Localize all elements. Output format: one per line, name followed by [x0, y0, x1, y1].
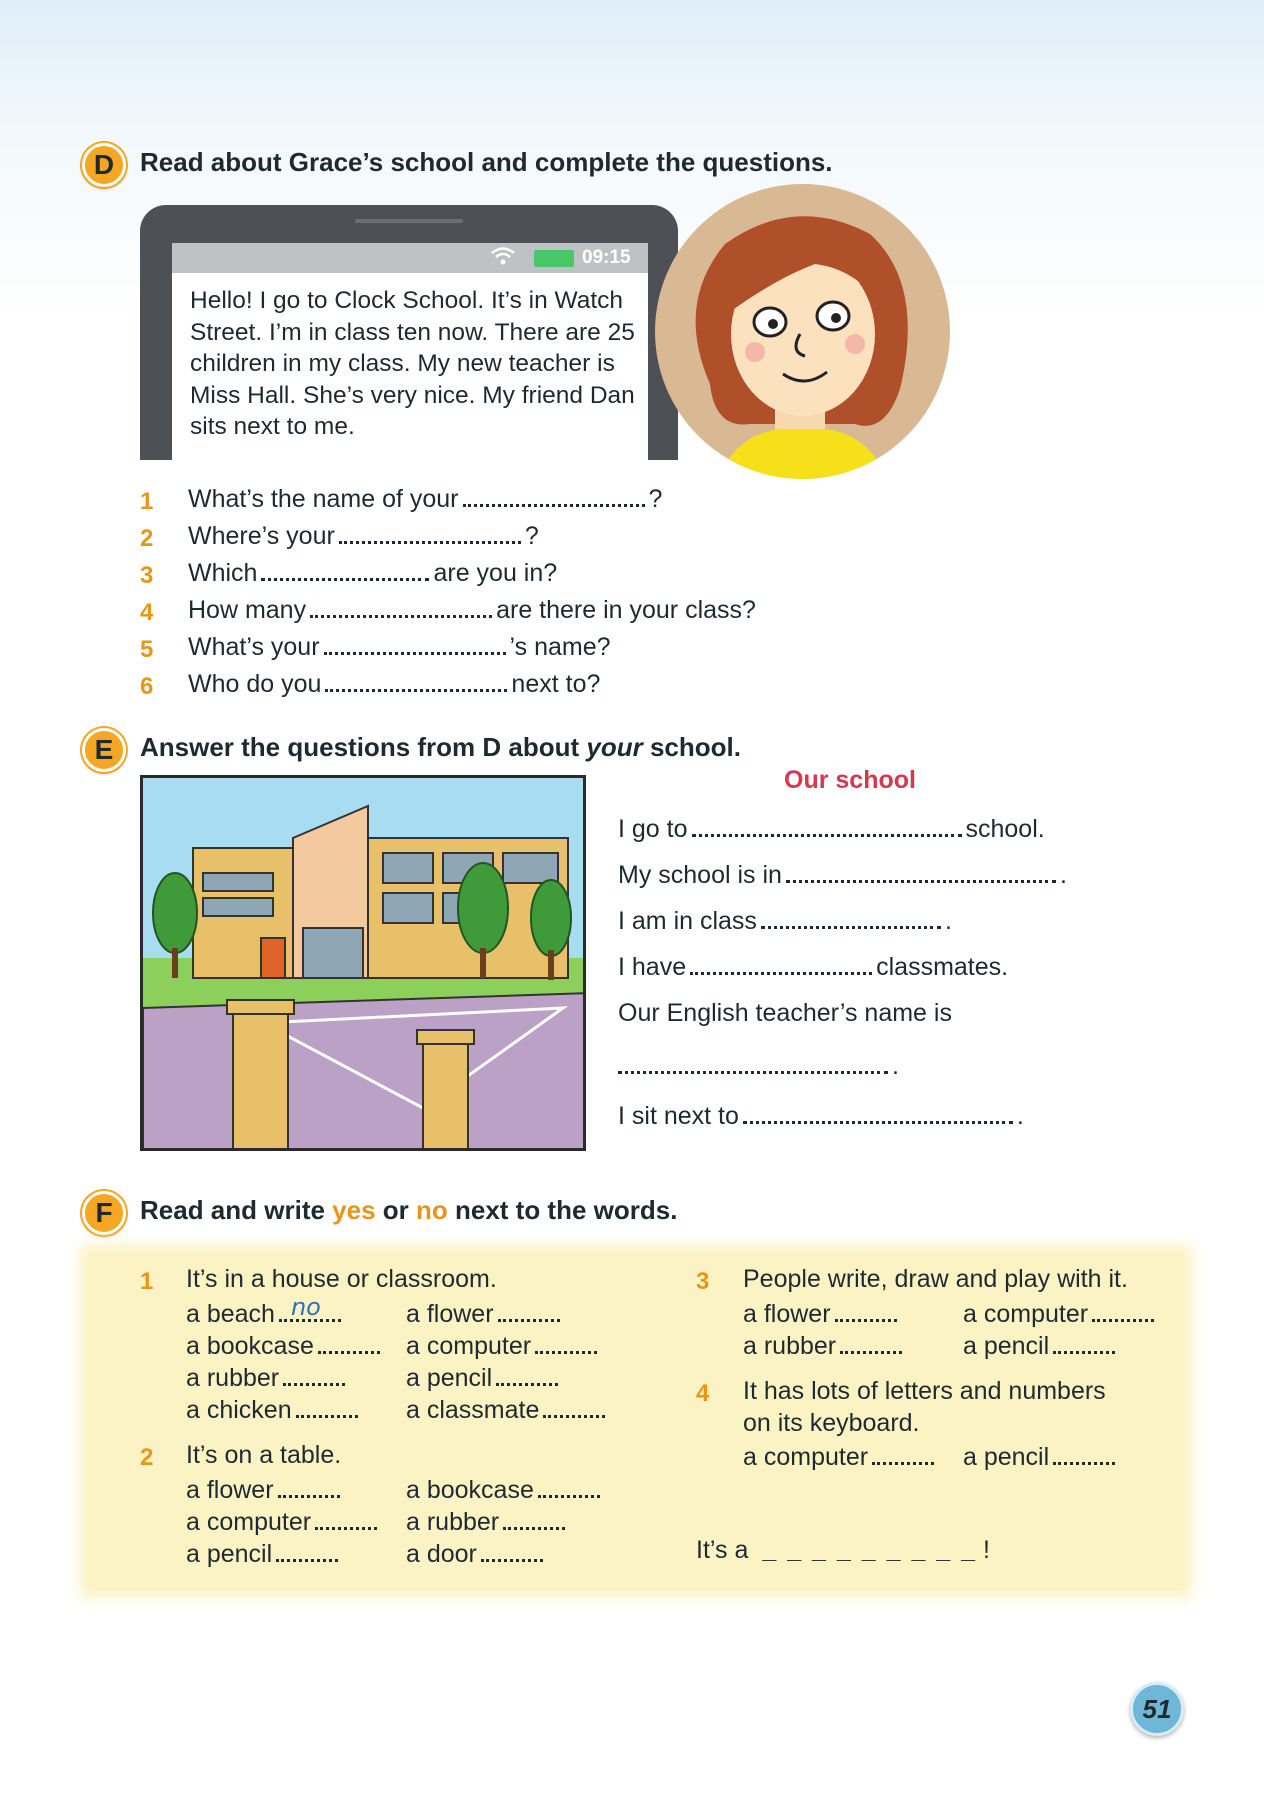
word-item: a computer [406, 1332, 597, 1361]
question-number: 2 [140, 525, 154, 552]
word-item: a flower [743, 1300, 897, 1329]
word-item: a pencil [963, 1332, 1115, 1361]
word-item: a bookcase [186, 1332, 380, 1361]
school-line: I sit next to . [618, 1102, 1024, 1130]
answer-blank[interactable] [835, 1304, 897, 1322]
question-line: What’s the name of your ? [188, 485, 663, 513]
tablet-notch [355, 219, 463, 223]
answer-blank[interactable] [743, 1106, 1013, 1124]
answer-blank[interactable] [1053, 1447, 1115, 1465]
answer-blank[interactable] [324, 637, 506, 655]
question-text: People write, draw and play with it. [743, 1265, 1128, 1293]
section-d-heading: Read about Grace’s school and complete the questions. [140, 147, 833, 177]
word-item: a chicken [186, 1396, 358, 1425]
section-e-badge: E [82, 728, 126, 772]
status-bar [172, 243, 648, 273]
word-item: a rubber [186, 1364, 345, 1393]
word-item: a beach no [186, 1300, 341, 1329]
final-answer-line: It’s a _ _ _ _ _ _ _ _ _ ! [696, 1536, 990, 1564]
question-number: 2 [140, 1444, 154, 1471]
word-item: a pencil [406, 1364, 558, 1393]
question-number: 6 [140, 673, 154, 700]
answer-blank[interactable] [618, 1056, 888, 1074]
answer-blank[interactable] [498, 1304, 560, 1322]
question-number: 4 [696, 1380, 710, 1407]
answer-blank[interactable] [463, 489, 645, 507]
answer-blank[interactable] [496, 1368, 558, 1386]
word-item: a flower [406, 1300, 560, 1329]
word-item: a pencil [186, 1540, 338, 1569]
answer-blank[interactable] [325, 674, 507, 692]
answer-blank[interactable] [543, 1400, 605, 1418]
school-line: I go to school. [618, 815, 1045, 843]
word-item: a door [406, 1540, 543, 1569]
answer-blank[interactable] [310, 600, 492, 618]
question-line: Who do you next to? [188, 670, 601, 698]
word-item: a computer [963, 1300, 1154, 1329]
answer-blank[interactable] [840, 1336, 902, 1354]
answer-blank[interactable] [481, 1544, 543, 1562]
word-item: a pencil [963, 1443, 1115, 1472]
answer-blank[interactable] [1092, 1304, 1154, 1322]
question-text: It’s on a table. [186, 1441, 342, 1469]
answer-blank[interactable] [538, 1480, 600, 1498]
question-number: 3 [696, 1268, 710, 1295]
answer-blank[interactable] [692, 819, 962, 837]
answer-blank[interactable] [296, 1400, 358, 1418]
school-line: My school is in . [618, 861, 1067, 889]
example-answer: no [290, 1293, 321, 1321]
answer-blank[interactable] [315, 1512, 377, 1530]
question-text: It’s in a house or classroom. [186, 1265, 497, 1293]
answer-blank[interactable] [761, 911, 941, 929]
section-e-heading: Answer the questions from D about your school. [140, 732, 741, 762]
answer-blank[interactable] [690, 957, 872, 975]
question-line: What’s your ’s name? [188, 633, 611, 661]
tablet-device [140, 205, 678, 460]
section-f-heading: Read and write yes or no next to the words. [140, 1195, 678, 1225]
word-item: a flower [186, 1476, 340, 1505]
word-item: a classmate [406, 1396, 605, 1425]
answer-blank[interactable] [318, 1336, 380, 1354]
answer-blank[interactable] [276, 1544, 338, 1562]
question-number: 1 [140, 1268, 154, 1295]
our-school-subtitle: Our school [784, 766, 916, 794]
question-number: 5 [140, 636, 154, 663]
answer-blank[interactable] [1053, 1336, 1115, 1354]
question-line: Which are you in? [188, 559, 558, 587]
section-d-badge: D [82, 143, 126, 187]
answer-blank[interactable] [503, 1512, 565, 1530]
question-text: It has lots of letters and numbers [743, 1377, 1106, 1405]
question-number: 4 [140, 599, 154, 626]
word-item: a computer [743, 1443, 934, 1472]
school-line: Our English teacher’s name is [618, 999, 952, 1027]
page-number: 51 [1130, 1682, 1184, 1736]
answer-blank[interactable] [278, 1480, 340, 1498]
battery-icon [534, 250, 574, 267]
answer-blank[interactable] [872, 1447, 934, 1465]
question-text: on its keyboard. [743, 1409, 920, 1437]
status-time: 09:15 [582, 247, 631, 268]
tablet-message: Hello! I go to Clock School. It’s in Watch Street. I’m in class ten now. There are 25 children in my class. My new teacher is Miss Hall. She’s very nice. My friend Dan sits next to me. [190, 287, 635, 440]
question-line: Where’s your ? [188, 522, 539, 550]
letter-blanks[interactable]: _ _ _ _ _ _ _ _ _ [762, 1536, 978, 1564]
answer-blank[interactable] [283, 1368, 345, 1386]
answer-blank[interactable] [786, 865, 1056, 883]
wifi-icon [490, 246, 516, 272]
tablet-screen [172, 243, 648, 460]
answer-blank[interactable] [261, 563, 429, 581]
word-item: a rubber [743, 1332, 902, 1361]
school-illustration [140, 775, 586, 1151]
question-line: How many are there in your class? [188, 596, 756, 624]
school-line: I am in class . [618, 907, 952, 935]
answer-blank[interactable] [535, 1336, 597, 1354]
school-line: I have classmates. [618, 953, 1009, 981]
question-number: 3 [140, 562, 154, 589]
section-f-badge: F [82, 1191, 126, 1235]
grace-portrait [655, 184, 950, 479]
question-number: 1 [140, 488, 154, 515]
answer-blank[interactable] [339, 526, 521, 544]
answer-blank[interactable] [279, 1293, 341, 1322]
word-item: a bookcase [406, 1476, 600, 1505]
school-line: . [614, 1052, 899, 1081]
word-item: a computer [186, 1508, 377, 1537]
word-item: a rubber [406, 1508, 565, 1537]
